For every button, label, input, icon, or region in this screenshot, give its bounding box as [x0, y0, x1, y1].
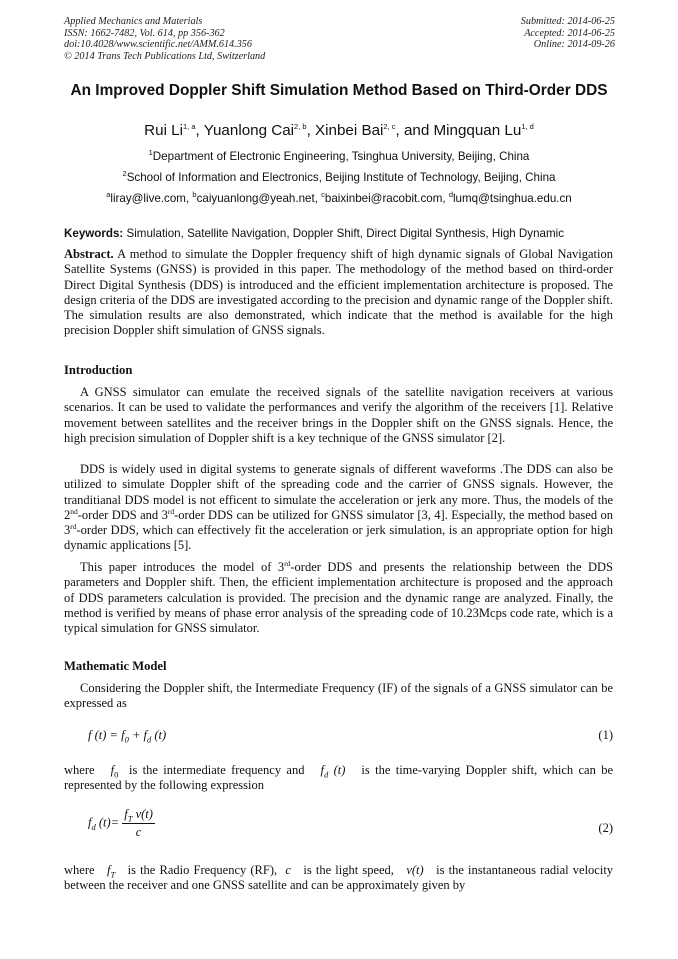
journal-name: Applied Mechanics and Materials [64, 16, 203, 27]
author-2: Yuanlong Cai$^{2, b}$, [203, 121, 316, 139]
email-b[interactable]: caiyuanlong@yeah.net, [196, 192, 322, 205]
keywords: Keywords: Simulation, Satellite Navigation, Doppler Shift, Direct Digital Synthesis, High Dynamic [64, 227, 565, 240]
author-emails: $^a$liray@live.com, $^b$caiyuanlong@yeah.net, $^c$baixinbei@racobit.com, $^d$lumq@tsinghua.edu.cn [106, 190, 572, 205]
journal-header-right [521, 16, 615, 51]
journal-doi[interactable]: doi:10.4028/www.scientific.net/AMM.614.356 [64, 39, 252, 51]
equation-1-number: (1) [598, 728, 613, 742]
equation-1: f $(t) = f_0 + f_d$ (t) [88, 728, 167, 745]
journal-issn: ISSN: 1662-7482, Vol. 614, pp 356-362 [64, 27, 225, 39]
author-4: Mingquan Lu$^{1, d}$ [433, 121, 534, 139]
abstract: Abstract. A method to simulate the Doppler frequency shift of high dynamic signals of Global Navigation Satellite Systems (GNSS) is provided in this paper. The methodology of the method based on third-order Direct Digital Synthesis (DDS) is introduced and the efficient implementation architecture is proposed. The design criteria of the DDS are investigated according to the precision and dynamic range of the Doppler shift. The simulation results are also demonstrated, which indicate that the method is available for the high precision Doppler shift simulation of GNSS signals. [64, 247, 613, 338]
intro-paragraph-3: This paper introduces the model of 3rd-order DDS and presents the relationship between the DDS parameters and Doppler shift. Then, the efficient implementation architecture is proposed and the approach of DDS parameters calculation is provided. The precision and the dynamic range are analyzed. Finally, the method is verified by means of phase error analysis of the spreading code of 10.23Mcps code rate, which is a typical simulation for GNSS simulator. [64, 558, 613, 636]
equation-2: $f_d$ (t)= $\frac{f_T v(t)}{c}$ [88, 807, 153, 839]
paper-title: An Improved Doppler Shift Simulation Method Based on Third-Order DDS [70, 82, 608, 99]
section-heading-introduction: Introduction [64, 363, 133, 377]
equation-1-explanation: where $f_0$ is the intermediate frequency and $f_d$ (t) is the time-varying Doppler shift, which can be represented by the following expression [64, 763, 613, 793]
intro-paragraph-1: A GNSS simulator can emulate the received signals of the satellite navigation receivers at various scenarios. It can be used to validate the performances and verify the algorithm of the receivers [1]. Relative movement between satellites and the receiver brings in the Doppler shift on the GNSS signals. Hence, the high precision simulation of Doppler shift is a key technique of the GNSS simulator [2]. [64, 385, 613, 445]
author-3: Xinbei Bai$^{2, c}$, and [315, 121, 434, 139]
submitted-date: Submitted: 2014-06-25 [520, 16, 615, 27]
email-a[interactable]: liray@live.com, [110, 192, 193, 205]
accepted-date: Accepted: 2014-06-25 [524, 27, 615, 39]
section-heading-mathematic-model: Mathematic Model [64, 659, 167, 673]
journal-header-left [64, 16, 265, 62]
online-date: Online: 2014-09-26 [533, 39, 615, 51]
author-list [64, 122, 614, 140]
equation-2-number: (2) [598, 821, 613, 835]
affiliation-1: $^1$Department of Electronic Engineering, Tsinghua University, Beijing, China [148, 148, 530, 163]
email-c[interactable]: baixinbei@racobit.com, [324, 192, 449, 205]
author-1: Rui Li$^{1, a}$, [144, 121, 204, 139]
journal-copyright: © 2014 Trans Tech Publications Ltd, Switzerland [64, 50, 266, 62]
intro-paragraph-2: DDS is widely used in digital systems to generate signals of different waveforms .The DDS can also be utilized to simulate Doppler shift of the spreading code and the carrier of GNSS signals. However, the tranditianal DDS model is not efficent to simulate the acceleration or jerk any more. Thus, the models of the 2nd-order DDS and 3rd-order DDS can be utilized for GNSS simulator [3, 4]. Especially, the method based on 3rd-order DDS, which can effectively fit the acceleration or jerk simulation, is an appropriate option for high dynamic applications [5]. [64, 462, 613, 553]
math-paragraph-1: Considering the Doppler shift, the Intermediate Frequency (IF) of the signals of a GNSS simulator can be expressed as [64, 681, 613, 711]
affiliation-2: $^2$School of Information and Electronics, Beijing Institute of Technology, Beijing, China [122, 169, 556, 184]
email-d[interactable]: lumq@tsinghua.edu.cn [452, 192, 572, 205]
equation-2-explanation: where $f_T$ is the Radio Frequency (RF), c is the light speed, v(t) is the instantaneous radial velocity between the receiver and one GNSS satellite and can be approximately given by [64, 863, 614, 893]
